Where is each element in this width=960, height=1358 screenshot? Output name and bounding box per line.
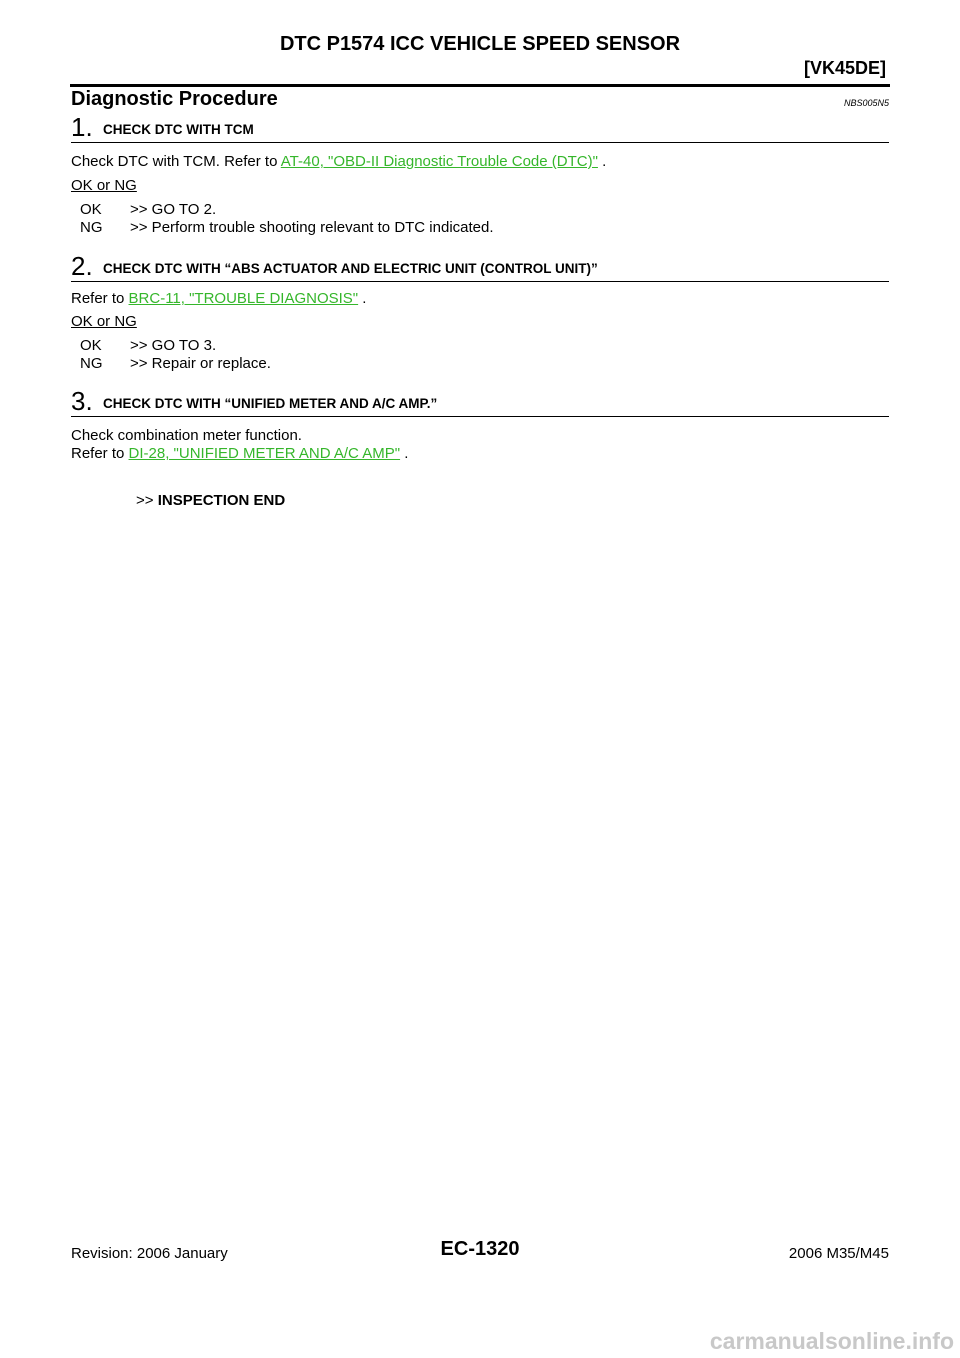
- step-text-prefix: Refer to: [71, 290, 129, 307]
- result-value: >> Perform trouble shooting relevant to DTC indicated.: [130, 219, 494, 236]
- ok-ng-label: [71, 313, 137, 331]
- engine-code: [VK45DE]: [803, 58, 886, 78]
- step-text-prefix: Check DTC with TCM. Refer to: [71, 153, 281, 170]
- step-1-text: [71, 153, 606, 171]
- result-value: >> GO TO 2.: [130, 201, 217, 218]
- result-key: OK: [80, 337, 102, 354]
- inspection-end: [136, 492, 285, 509]
- footer-page-number: EC-1320: [440, 1238, 520, 1260]
- reference-link-at40[interactable]: AT-40, "OBD-II Diagnostic Trouble Code (DTC)": [280, 153, 598, 170]
- step-3-heading: [71, 386, 889, 417]
- step-number: 1.: [71, 112, 93, 142]
- step-text-suffix: .: [400, 445, 409, 462]
- step-2-heading: [71, 251, 889, 282]
- page-header-title: DTC P1574 ICC VEHICLE SPEED SENSOR: [279, 33, 681, 55]
- result-row: [80, 337, 216, 354]
- section-title: Diagnostic Procedure: [71, 88, 278, 110]
- result-row: [80, 201, 216, 218]
- result-key: OK: [80, 201, 102, 218]
- ok-ng-label: [71, 177, 137, 195]
- result-key: NG: [80, 355, 103, 372]
- ok-ng-text: OK or NG: [71, 177, 137, 194]
- step-text-suffix: .: [358, 290, 367, 307]
- reference-link-di28[interactable]: DI-28, "UNIFIED METER AND A/C AMP": [128, 445, 401, 462]
- result-row: [80, 219, 494, 236]
- end-arrow: >>: [136, 492, 154, 509]
- step-title: CHECK DTC WITH TCM: [103, 122, 254, 137]
- step-title: CHECK DTC WITH “UNIFIED METER AND A/C AMP.”: [103, 396, 438, 411]
- end-label: INSPECTION END: [157, 492, 286, 509]
- step-number: 3.: [71, 386, 93, 416]
- result-value: >> Repair or replace.: [130, 355, 271, 372]
- step-text-suffix: .: [597, 153, 607, 170]
- step-3-text-line-1: Check combination meter function.: [71, 427, 302, 444]
- section-code: NBS005N5: [843, 98, 889, 108]
- result-row: [80, 355, 271, 372]
- result-value: >> GO TO 3.: [130, 337, 217, 354]
- footer-model: 2006 M35/M45: [788, 1245, 889, 1262]
- header-divider: [70, 84, 890, 87]
- step-3-text-line-2: [71, 445, 408, 463]
- step-title: CHECK DTC WITH “ABS ACTUATOR AND ELECTRIC UNIT (CONTROL UNIT)”: [103, 261, 598, 276]
- ok-ng-text: OK or NG: [71, 313, 137, 330]
- footer-revision: Revision: 2006 January: [71, 1245, 228, 1262]
- reference-link-brc11[interactable]: BRC-11, "TROUBLE DIAGNOSIS": [128, 290, 359, 307]
- step-2-text: [71, 290, 366, 308]
- watermark: carmanualsonline.info: [709, 1328, 954, 1354]
- step-1-heading: [71, 112, 889, 143]
- step-number: 2.: [71, 251, 93, 281]
- step-text-prefix: Refer to: [71, 445, 129, 462]
- result-key: NG: [80, 219, 103, 236]
